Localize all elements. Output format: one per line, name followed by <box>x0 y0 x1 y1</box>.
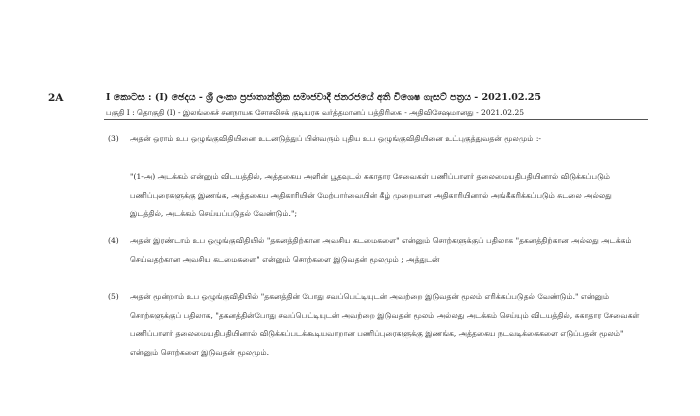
paragraph-number: (5) <box>108 292 119 301</box>
paragraph-text: அதன் ஒராம் உப ஒழுங்குவிதியினை உடனடுத்துப் பின்வரும் புதிய உப ஒழுங்குவிதியினை உட்புகுத்துவதன் மூலமும் :- <box>130 134 541 143</box>
paragraph-number: (4) <box>108 236 119 245</box>
paragraph-5 <box>108 288 648 362</box>
header-rule <box>104 119 648 120</box>
quoted-regulation: "(1-அ) அடக்கம் என்னும் விடயத்தில், அத்தகைய அளின் பூதவுடல் சுகாதார சேவைகள் பணிப்பாளர் தலைமையதிபதியினால் விடுக்கப்படும் பணிப்புரைகளுக்கு இணங்க, அத்தகைய அதிகாரியின் மேற்பார்வையின் கீழ் முறையான அதிகாரியினால் அங்கீகரிக்கப்படும் சுடலை அல்லது இடத்தில், அடக்கம் செய்யப்படுதல் வேண்டும்."; <box>130 172 612 218</box>
paragraph-text: அதன் இரண்டாம் உப ஒழுங்குவிதியில் "தகனத்திற்கான அவசிய கடமைகளை" என்னும் சொற்களுக்குப் பதிலாக "தகனத்திற்கான அல்லது அடக்கம் செய்வதற்கான அவசிய கடமைகளை" என்னும் சொற்களை இடுவதன் மூலமும் ; அத்துடன் <box>130 236 632 264</box>
paragraph-4 <box>108 232 648 269</box>
page-number: 2A <box>48 92 64 104</box>
gazette-subtitle: பகுதி I : தொகுதி (I) - இலங்கைச் சனநாயக சோசலிசக் குடியரசு வர்த்தமானப் பத்திரிகை - அதிவிசேஷமானது - 2021.02.25 <box>106 108 525 117</box>
paragraph-number: (3) <box>108 134 119 143</box>
gazette-title: I කොටස : (I) ඡෙදය - ශ්‍රී ලංකා ප්‍රජාතාන්ත්‍රික සමාජවාදී ජනරජයේ අති විශෙෂ ගැසට් පත්‍රය - 2021.02.25 <box>106 92 542 103</box>
paragraph-text: அதன் மூன்றாம் உப ஒழுங்குவிதியில் "தகனத்தின் போது சவப்பெட்டியுடன் அவற்றை இடுவதன் மூலம் எரிக்கப்படுதல் வேண்டும்." என்னும் சொற்களுக்குப் பதிலாக, "தகனத்தின்போது சவப்பெட்டியுடன் அவற்றை இடுவதன் மூலம் அல்லது அடக்கம் செய்யும் விடயத்தில், சுகாதார சேவைகள் பணிப்பாளர் தலைமையதிபதியினால் விடுக்கப்படக்கூடியவாறான பணிப்புரைகளுக்கு இணங்க, அத்தகைய நடவடிக்கைகளை எடுப்பதன் மூலம்" என்னும் சொற்களை இடுவதன் மூலமும். <box>130 292 640 357</box>
paragraph-3 <box>108 130 648 149</box>
